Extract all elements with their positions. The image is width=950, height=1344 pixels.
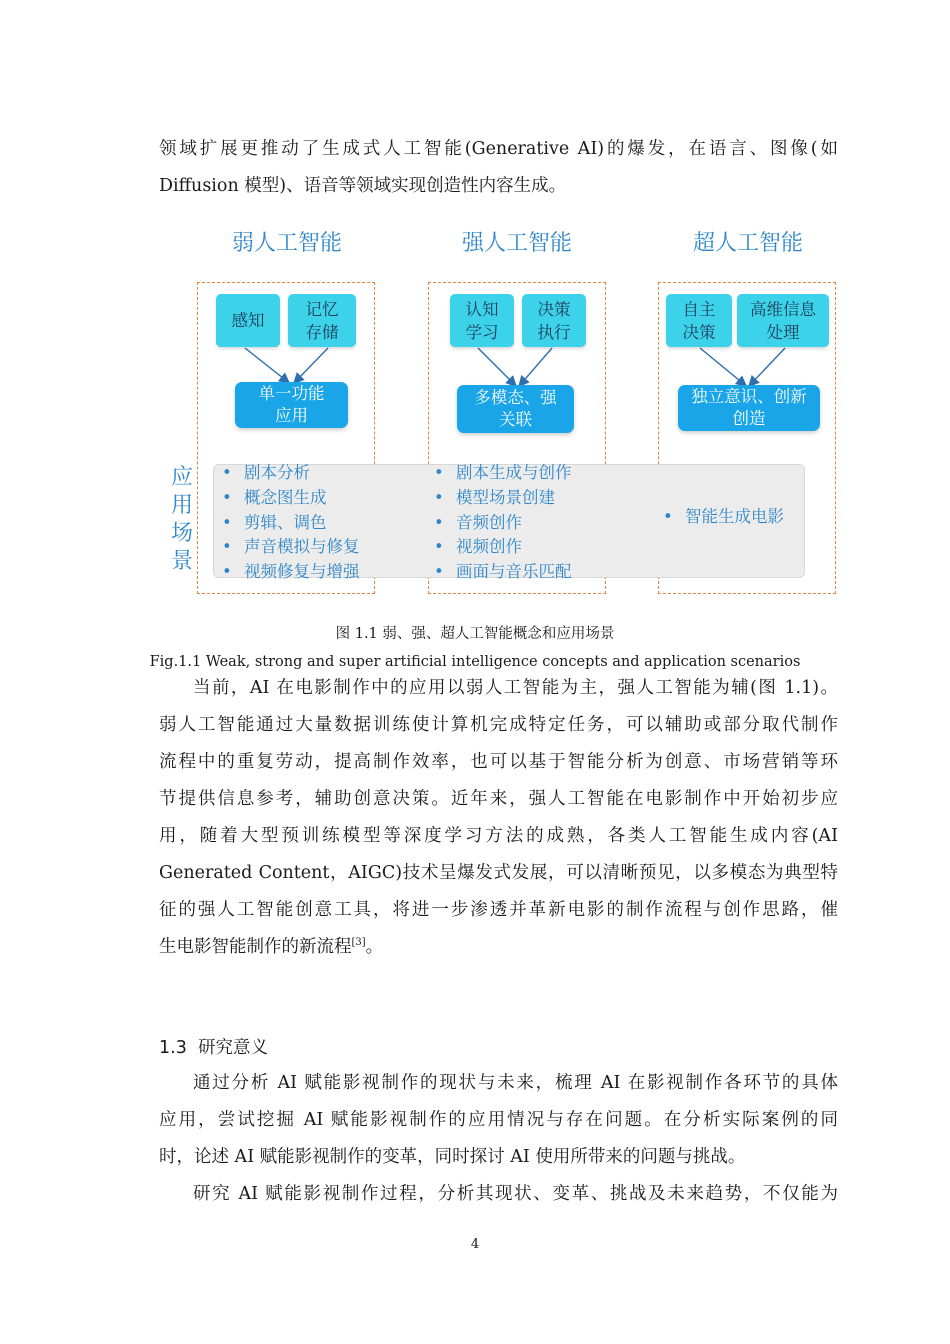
list-item: • 视频修复与增强 xyxy=(222,560,360,585)
text-line: 领域扩展更推动了生成式人工智能(Generative AI)的爆发，在语言、图像(如 xyxy=(159,139,838,159)
result-box: 独立意识、创新 创造 xyxy=(678,385,820,431)
paragraph-intro-continuation xyxy=(159,131,838,205)
text-line-final xyxy=(159,929,838,966)
list-item: • 画面与音乐匹配 xyxy=(434,560,572,585)
scenario-label xyxy=(168,464,196,576)
list-item: • 音频创作 xyxy=(434,511,572,536)
citation: [3] xyxy=(351,937,366,949)
concept-box: 感知 xyxy=(216,294,280,347)
page-number: 4 xyxy=(470,1237,480,1252)
text-line: Generated Content，AIGC)技术呈爆发式发展，可以清晰预见，以多模态为典型特 xyxy=(159,863,838,883)
scenario-label-char: 应 xyxy=(170,465,193,490)
text-line: 弱人工智能通过大量数据训练使计算机完成特定任务，可以辅助或部分取代制作 xyxy=(159,715,838,735)
text-line: 应用，尝试挖掘 AI 赋能影视制作的应用情况与存在问题。在分析实际案例的同 xyxy=(159,1110,838,1130)
sentence-end: 。 xyxy=(365,937,384,957)
scenario-label-char: 用 xyxy=(170,493,193,518)
list-item: • 模型场景创建 xyxy=(434,486,572,511)
concept-box: 记忆 存储 xyxy=(288,294,356,347)
list-item: • 智能生成电影 xyxy=(663,505,784,530)
section-number: 1.3 xyxy=(159,1038,187,1058)
figure-caption-zh: 图 1.1 弱、强、超人工智能概念和应用场景 xyxy=(335,626,615,642)
concept-box: 认知 学习 xyxy=(450,294,514,347)
figure-caption-en: Fig.1.1 Weak, strong and super artificial intelligence concepts and application scenarios xyxy=(149,654,801,670)
text-line: 生电影智能制作的新流程 xyxy=(159,937,352,957)
result-box: 多模态、强 关联 xyxy=(457,385,574,433)
list-item: • 概念图生成 xyxy=(222,486,360,511)
column-title-strong-ai: 强人工智能 xyxy=(461,231,572,256)
scenario-list-strong-ai xyxy=(434,461,572,585)
scenario-label-char: 景 xyxy=(170,549,193,574)
result-box: 单一功能 应用 xyxy=(235,382,348,428)
concept-box: 自主 决策 xyxy=(666,294,732,347)
scenario-list-weak-ai xyxy=(222,461,360,585)
text-line: 研究 AI 赋能影视制作过程，分析其现状、变革、挑战及未来趋势，不仅能为 xyxy=(193,1184,838,1204)
figure-ai-levels xyxy=(160,222,840,602)
concept-box: 决策 执行 xyxy=(522,294,586,347)
scenario-label-char: 场 xyxy=(170,521,193,546)
paragraph-current-state xyxy=(159,670,838,966)
column-title-weak-ai: 弱人工智能 xyxy=(231,231,342,256)
column-title-super-ai: 超人工智能 xyxy=(692,231,803,256)
text-line: 用，随着大型预训练模型等深度学习方法的成熟，各类人工智能生成内容(AI xyxy=(159,826,838,846)
text-line: 时，论述 AI 赋能影视制作的变革，同时探讨 AI 使用所带来的问题与挑战。 xyxy=(159,1147,746,1167)
text-line: 节提供信息参考，辅助创意决策。近年来，强人工智能在电影制作中开始初步应 xyxy=(159,789,838,809)
list-item: • 视频创作 xyxy=(434,535,572,560)
list-item: • 剪辑、调色 xyxy=(222,511,360,536)
section-title: 研究意义 xyxy=(197,1038,268,1058)
paragraph-significance-1 xyxy=(159,1065,838,1176)
list-item: • 声音模拟与修复 xyxy=(222,535,360,560)
list-item: • 剧本分析 xyxy=(222,461,360,486)
section-heading xyxy=(159,1034,268,1059)
scenario-list-super-ai xyxy=(663,505,784,530)
paragraph-significance-2 xyxy=(159,1176,838,1213)
concept-box: 高维信息 处理 xyxy=(737,294,829,347)
text-line: 通过分析 AI 赋能影视制作的现状与未来，梳理 AI 在影视制作各环节的具体 xyxy=(193,1073,838,1093)
list-item: • 剧本生成与创作 xyxy=(434,461,572,486)
text-line: Diffusion 模型)、语音等领域实现创造性内容生成。 xyxy=(159,176,567,196)
text-line: 征的强人工智能创意工具，将进一步渗透并革新电影的制作流程与创作思路，催 xyxy=(159,900,838,920)
text-line: 流程中的重复劳动，提高制作效率，也可以基于智能分析为创意、市场营销等环 xyxy=(159,752,838,772)
text-line: 当前，AI 在电影制作中的应用以弱人工智能为主，强人工智能为辅(图 1.1)。 xyxy=(193,678,838,698)
